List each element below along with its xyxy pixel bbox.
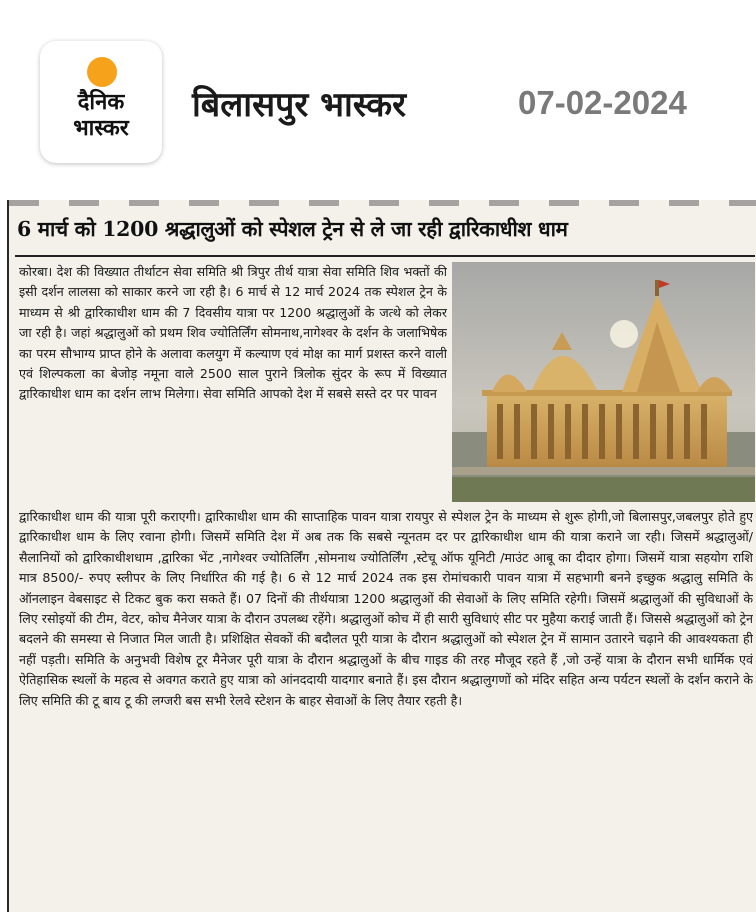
- headline-rule: [15, 255, 755, 257]
- logo-text-line2: भास्कर: [73, 116, 129, 141]
- article-paragraph-top: कोरबा। देश की विख्यात तीर्थाटन सेवा समिति श्री त्रिपुर तीर्थ यात्रा सेवा समिति शिव भक्तों की इसी दर्शन लालसा को साकार करने जा रही है। 6 मार्च से 12 मार्च 2024 तक स्पेशल ट्रेन के माध्यम से श्री द्वारिकाधीश धाम की 7 दिवसीय यात्रा पर 1200 श्रद्धालुओं के जत्थे को लेकर जा रही है। जहां श्रद्धालुओं को प्रथम शिव ज्योतिर्लिंग सोमनाथ,नागेश्वर के दर्शन के जलाभिषेक का परम सौभाग्य प्राप्त होने के अलावा कलयुग में कल्याण एवं मोक्ष का मार्ग प्रशस्त करने वाली एवं शिल्पकला का बेजोड़ नमूना वाले 2500 साल पुराने त्रिलोक सुंदर के रूप में विख्यात द्वारिकाधीश धाम का दर्शन लाभ मिलेगा। सेवा समिति आपको देश में सबसे सस्ते दर पर पावन: [19, 264, 447, 402]
- article-paragraph-bottom: द्वारिकाधीश धाम की यात्रा पूरी कराएगी। द्वारिकाधीश धाम की साप्ताहिक पावन यात्रा रायपुर से स्पेशल ट्रेन के माध्यम से शुरू होगी,जो बिलासपुर,जबलपुर होते हुए द्वारिकाधीश धाम के लिए रवाना होगी। जिसमें समिति देश में अब तक कि सबसे न्यूनतम दर पर द्वारिकाधीश धाम की यात्रा कराने जा रही। जिसमें श्रद्धालुओं/सैलानियों को द्वारिकाधीशधाम ,द्वारिका भेंट ,नागेश्वर ज्योतिर्लिंग ,सोमनाथ ज्योतिर्लिंग ,स्टेचू ऑफ यूनिटी /माउंट आबू का दीदार होगा। जिसमें यात्रा सहयोग राशि मात्र 8500/- रुपए स्लीपर के लिए निर्धारित की गई है। 6 से 12 मार्च 2024 तक इस रोमांचकारी पावन यात्रा में सहभागी बनने इच्छुक श्रद्धालु समिति के ऑनलाइन वेबसाइट से टिकट बुक करा सकते हैं। 07 दिनों की तीर्थयात्रा 1200 श्रद्धालुओं की सेवाओं के लिए समिति रहेगी। जिसमें श्रद्धालुओं की सुविधाओं के लिए रसोइयों की टीम, वेटर, कोच मैनेजर यात्रा के दौरान उपलब्ध रहेंगे। श्रद्धालुओं कोच में ही सारी सुविधाएं सीट पर मुहैया कराई जाती हैं। जिससे श्रद्धालुओं को ट्रेन बदलने की समस्या से निजात मिल जाती है। प्रशिक्षित सेवकों की बदौलत पूरी यात्रा के दौरान श्रद्धालुओं को स्पेशल ट्रेन में सामान उतारने चढ़ाने की आवश्यकता ही नहीं पड़ती। समिति के अनुभवी विशेष टूर मैनेजर पूरी यात्रा के दौरान श्रद्धालुओं के बीच गाइड की तरह मौजूद रहते हैं ,जो उन्हें यात्रा के दौरान सभी धार्मिक एवं ऐतिहासिक स्थलों के महत्व से अवगत कराते हुए यात्रा को आंनददायी यादगार बनाते हैं। इस दौरान श्रद्धालुगणों को मंदिर सहित अन्य पर्यटन स्थलों के दर्शन कराने के लिए समिति की टू बाय टू की लग्जरी बस सभी रेलवे स्टेशन के बाहर सेवाओं के लिए तैयार रहती है।: [19, 509, 753, 708]
- clipping-top-edge: [9, 200, 756, 206]
- article-headline: 6 मार्च को 1200 श्रद्धालुओं को स्पेशल ट्रेन से ले जा रही द्वारिकाधीश धाम: [17, 217, 568, 241]
- logo-text-line1: दैनिक: [77, 90, 125, 115]
- screenshot-header: [0, 0, 756, 185]
- sun-logo-icon: [87, 57, 117, 87]
- newspaper-clipping: [7, 200, 756, 912]
- edition-date: 07-02-2024: [518, 84, 687, 121]
- dainik-bhaskar-logo: [40, 41, 162, 163]
- temple-photo: [452, 262, 755, 502]
- edition-title: बिलासपुर भास्कर: [192, 85, 407, 125]
